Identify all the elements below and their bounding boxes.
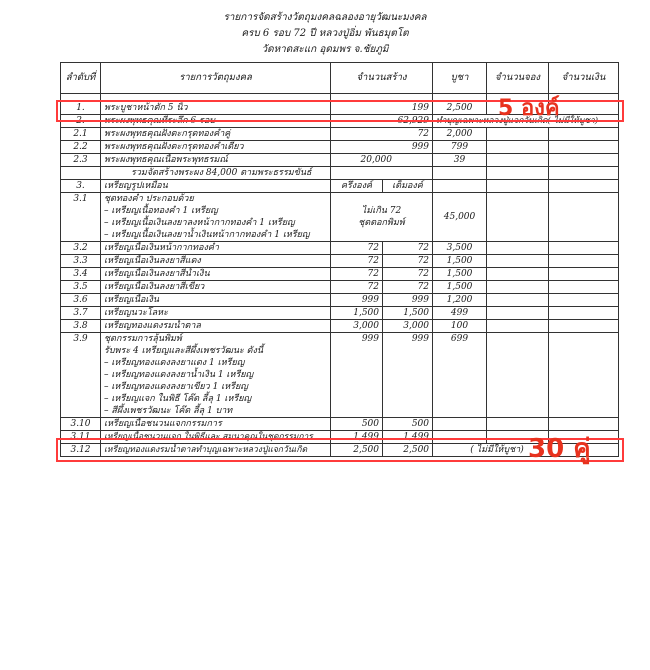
row-item-sub: – เหรียญเนื้อเงินลงยาน้ำเงินหน้ากากทองคำ 1 เหรียญ bbox=[104, 230, 310, 240]
annotation-label-1: 5 องค์ bbox=[498, 96, 560, 121]
row-price: 1,500 bbox=[433, 281, 487, 294]
row-item-title: ชุดกรรมการลุ้นพิมพ์ bbox=[104, 334, 182, 344]
row-no: 2.3 bbox=[61, 154, 101, 167]
row-price: 2,000 bbox=[433, 128, 487, 141]
row-qty-half: 999 bbox=[331, 333, 383, 418]
row-no: 3.3 bbox=[61, 255, 101, 268]
table-row bbox=[61, 268, 619, 281]
row-no: 2.1 bbox=[61, 128, 101, 141]
row-qty-full: 999 bbox=[383, 294, 433, 307]
row-price-note: ทำบุญเฉพาะหลวงปู่แจกวันเกิด( ไม่มีให้บูชา) bbox=[433, 115, 619, 128]
row-qty-half: 72 bbox=[331, 255, 383, 268]
row-item bbox=[101, 193, 331, 242]
row-price: 100 bbox=[433, 320, 487, 333]
row-qty-full: 2,500 bbox=[383, 444, 433, 457]
row-item: พระผงพุทธคุณฝังตะกรุดทองคำเดี่ยว bbox=[101, 141, 331, 154]
row-price: 1,500 bbox=[433, 268, 487, 281]
row-item-sub: รับพระ 4 เหรียญและสีผึ้งเพชรวัฒนะ ดังนี้ bbox=[104, 346, 264, 356]
row-item: เหรียญเนื้อเงินลงยาสีเขียว bbox=[101, 281, 331, 294]
row-qty-half: 72 bbox=[331, 268, 383, 281]
row-qty-half: 3,000 bbox=[331, 320, 383, 333]
doc-title-line2: ครบ 6 รอบ 72 ปี หลวงปู่อิ่ม พันธมุตโต bbox=[241, 28, 409, 39]
row-price: 45,000 bbox=[433, 193, 487, 242]
row-no: 3.4 bbox=[61, 268, 101, 281]
row-qty: 62,929 bbox=[331, 115, 433, 128]
table-row bbox=[61, 193, 619, 242]
row-qty-half: 2,500 bbox=[331, 444, 383, 457]
row-qty: 199 bbox=[331, 102, 433, 115]
row-qty-full: 1,500 bbox=[383, 307, 433, 320]
row-qty-note: ไม่เกิน 72 bbox=[361, 206, 402, 216]
row-item: พระผงพุทธคุณเนื้อพระพุทธรมณ์ bbox=[101, 154, 331, 167]
row-item: เหรียญเนื้อชนวนแจกกรรมการ bbox=[101, 418, 331, 431]
col-header-qty: จำนวนสร้าง bbox=[331, 63, 433, 94]
doc-title-line3: วัดหาดสะแก อุดมพร จ.ชัยภูมิ bbox=[261, 44, 389, 55]
row-no: 3.12 bbox=[61, 444, 101, 457]
table-row bbox=[61, 281, 619, 294]
table-row bbox=[61, 167, 619, 180]
row-qty-half: 72 bbox=[331, 281, 383, 294]
row-item: เหรียญทองแดงรมน้ำตาลทำบุญเฉพาะหลวงปู่แจกวันเกิด bbox=[101, 444, 331, 457]
row-qty-half: 500 bbox=[331, 418, 383, 431]
row-no: 1. bbox=[61, 102, 101, 115]
row-item: พระผงพุทธคุณฝังตะกรุดทองคำคู่ bbox=[101, 128, 331, 141]
table-row bbox=[61, 154, 619, 167]
table-row bbox=[61, 128, 619, 141]
row-no: 3.10 bbox=[61, 418, 101, 431]
row-qty-half: ครึ่งองค์ bbox=[331, 180, 383, 193]
table-row bbox=[61, 180, 619, 193]
row-price: 699 bbox=[433, 333, 487, 418]
annotation-label-2: 30 คู่ bbox=[528, 434, 591, 464]
row-no: 3.1 bbox=[61, 193, 101, 242]
row-price: 39 bbox=[433, 154, 487, 167]
row-item-sub: – เหรียญแจก ในพิธี โค๊ด ลี้ลุ 1 เหรียญ bbox=[104, 394, 252, 404]
row-qty-full: 999 bbox=[383, 333, 433, 418]
row-no: 3.7 bbox=[61, 307, 101, 320]
row-item bbox=[101, 333, 331, 418]
row-qty-half: 1,500 bbox=[331, 307, 383, 320]
col-header-amount: จำนวนเงิน bbox=[549, 63, 619, 94]
table-header-row bbox=[61, 63, 619, 94]
table-row bbox=[61, 320, 619, 333]
row-qty-full: 72 bbox=[383, 268, 433, 281]
row-item: เหรียญเนื้อเงิน bbox=[101, 294, 331, 307]
row-price: 799 bbox=[433, 141, 487, 154]
row-item: เหรียญรูปเหมือน bbox=[101, 180, 331, 193]
row-qty-note: ชุดตอกพิมพ์ bbox=[358, 218, 405, 228]
row-no: 3.6 bbox=[61, 294, 101, 307]
row-qty: 999 bbox=[331, 141, 433, 154]
row-item-sub: – เหรียญเนื้อเงินลงยาลงหน้ากากทองคำ 1 เหรียญ bbox=[104, 218, 295, 228]
doc-title-line1: รายการจัดสร้างวัตถุมงคลฉลองอายุวัฒนะมงคล bbox=[223, 12, 427, 23]
row-item: เหรียญนวะโลหะ bbox=[101, 307, 331, 320]
row-price: 1,200 bbox=[433, 294, 487, 307]
row-qty-full: 3,000 bbox=[383, 320, 433, 333]
table-row bbox=[61, 255, 619, 268]
row-item: พระบูชาหน้าตัก 5 นิ้ว bbox=[101, 102, 331, 115]
row-qty-full: 1,499 bbox=[383, 431, 433, 444]
row-item: เหรียญเนื้อเงินลงยาสีแดง bbox=[101, 255, 331, 268]
row-qty: 20,000 bbox=[331, 154, 433, 167]
row-item-sub: – เหรียญทองแดงลงยาเขียว 1 เหรียญ bbox=[104, 382, 248, 392]
row-item-sub: – สีผึ้งเพชรวัฒนะ โค๊ด ลี้ลุ 1 บาท bbox=[104, 406, 233, 416]
table-row bbox=[61, 307, 619, 320]
row-qty-full: 500 bbox=[383, 418, 433, 431]
row-item: เหรียญเนื้อชนวนแจก ในพิธีและ สมนาคุณในชุดกรรมการ bbox=[101, 431, 331, 444]
row-qty-full: เต็มองค์ bbox=[383, 180, 433, 193]
row-qty-half: 999 bbox=[331, 294, 383, 307]
col-header-price: บูชา bbox=[433, 63, 487, 94]
row-item: พระผงพุทธคุณทีระลึก 6 รอบ bbox=[101, 115, 331, 128]
table-row bbox=[61, 333, 619, 418]
row-qty-full: 72 bbox=[383, 281, 433, 294]
row-price: 499 bbox=[433, 307, 487, 320]
row-no: 3.11 bbox=[61, 431, 101, 444]
row-no: 3.5 bbox=[61, 281, 101, 294]
row-qty: 72 bbox=[331, 128, 433, 141]
row-price-note: ( ไม่มีให้บูชา) bbox=[433, 444, 619, 457]
row-price: 2,500 bbox=[433, 102, 487, 115]
row-qty-half: 1,499 bbox=[331, 431, 383, 444]
col-header-item: รายการวัตถุมงคล bbox=[101, 63, 331, 94]
table-row bbox=[61, 242, 619, 255]
col-header-no: ลำดับที่ bbox=[61, 63, 101, 94]
row-no: 3. bbox=[61, 180, 101, 193]
row-qty-half: 72 bbox=[331, 242, 383, 255]
row-no: 3.9 bbox=[61, 333, 101, 418]
row-item: เหรียญทองแดงรมน้ำตาล bbox=[101, 320, 331, 333]
row-no: 2.2 bbox=[61, 141, 101, 154]
row-item-sub: – เหรียญเนื้อทองคำ 1 เหรียญ bbox=[104, 206, 218, 216]
row-item: รวมจัดสร้างพระผง 84,000 ตามพระธรรมขันธ์ bbox=[101, 167, 331, 180]
row-price: 1,500 bbox=[433, 255, 487, 268]
row-no: 2. bbox=[61, 115, 101, 128]
row-price: 3,500 bbox=[433, 242, 487, 255]
row-no: 3.2 bbox=[61, 242, 101, 255]
table-row bbox=[61, 294, 619, 307]
row-item-sub: – เหรียญทองแดงลงยาน้ำเงิน 1 เหรียญ bbox=[104, 370, 254, 380]
col-header-reserve: จำนวนจอง bbox=[487, 63, 549, 94]
table-row bbox=[61, 141, 619, 154]
row-qty-full: 72 bbox=[383, 255, 433, 268]
row-no: 3.8 bbox=[61, 320, 101, 333]
row-item-title: ชุดทองคำ ประกอบด้วย bbox=[104, 194, 194, 204]
row-qty-full: 72 bbox=[383, 242, 433, 255]
row-item: เหรียญเนื้อเงินหน้ากากทองคำ bbox=[101, 242, 331, 255]
row-item-sub: – เหรียญทองแดงลงยาแดง 1 เหรียญ bbox=[104, 358, 245, 368]
row-item: เหรียญเนื้อเงินลงยาสีน้ำเงิน bbox=[101, 268, 331, 281]
